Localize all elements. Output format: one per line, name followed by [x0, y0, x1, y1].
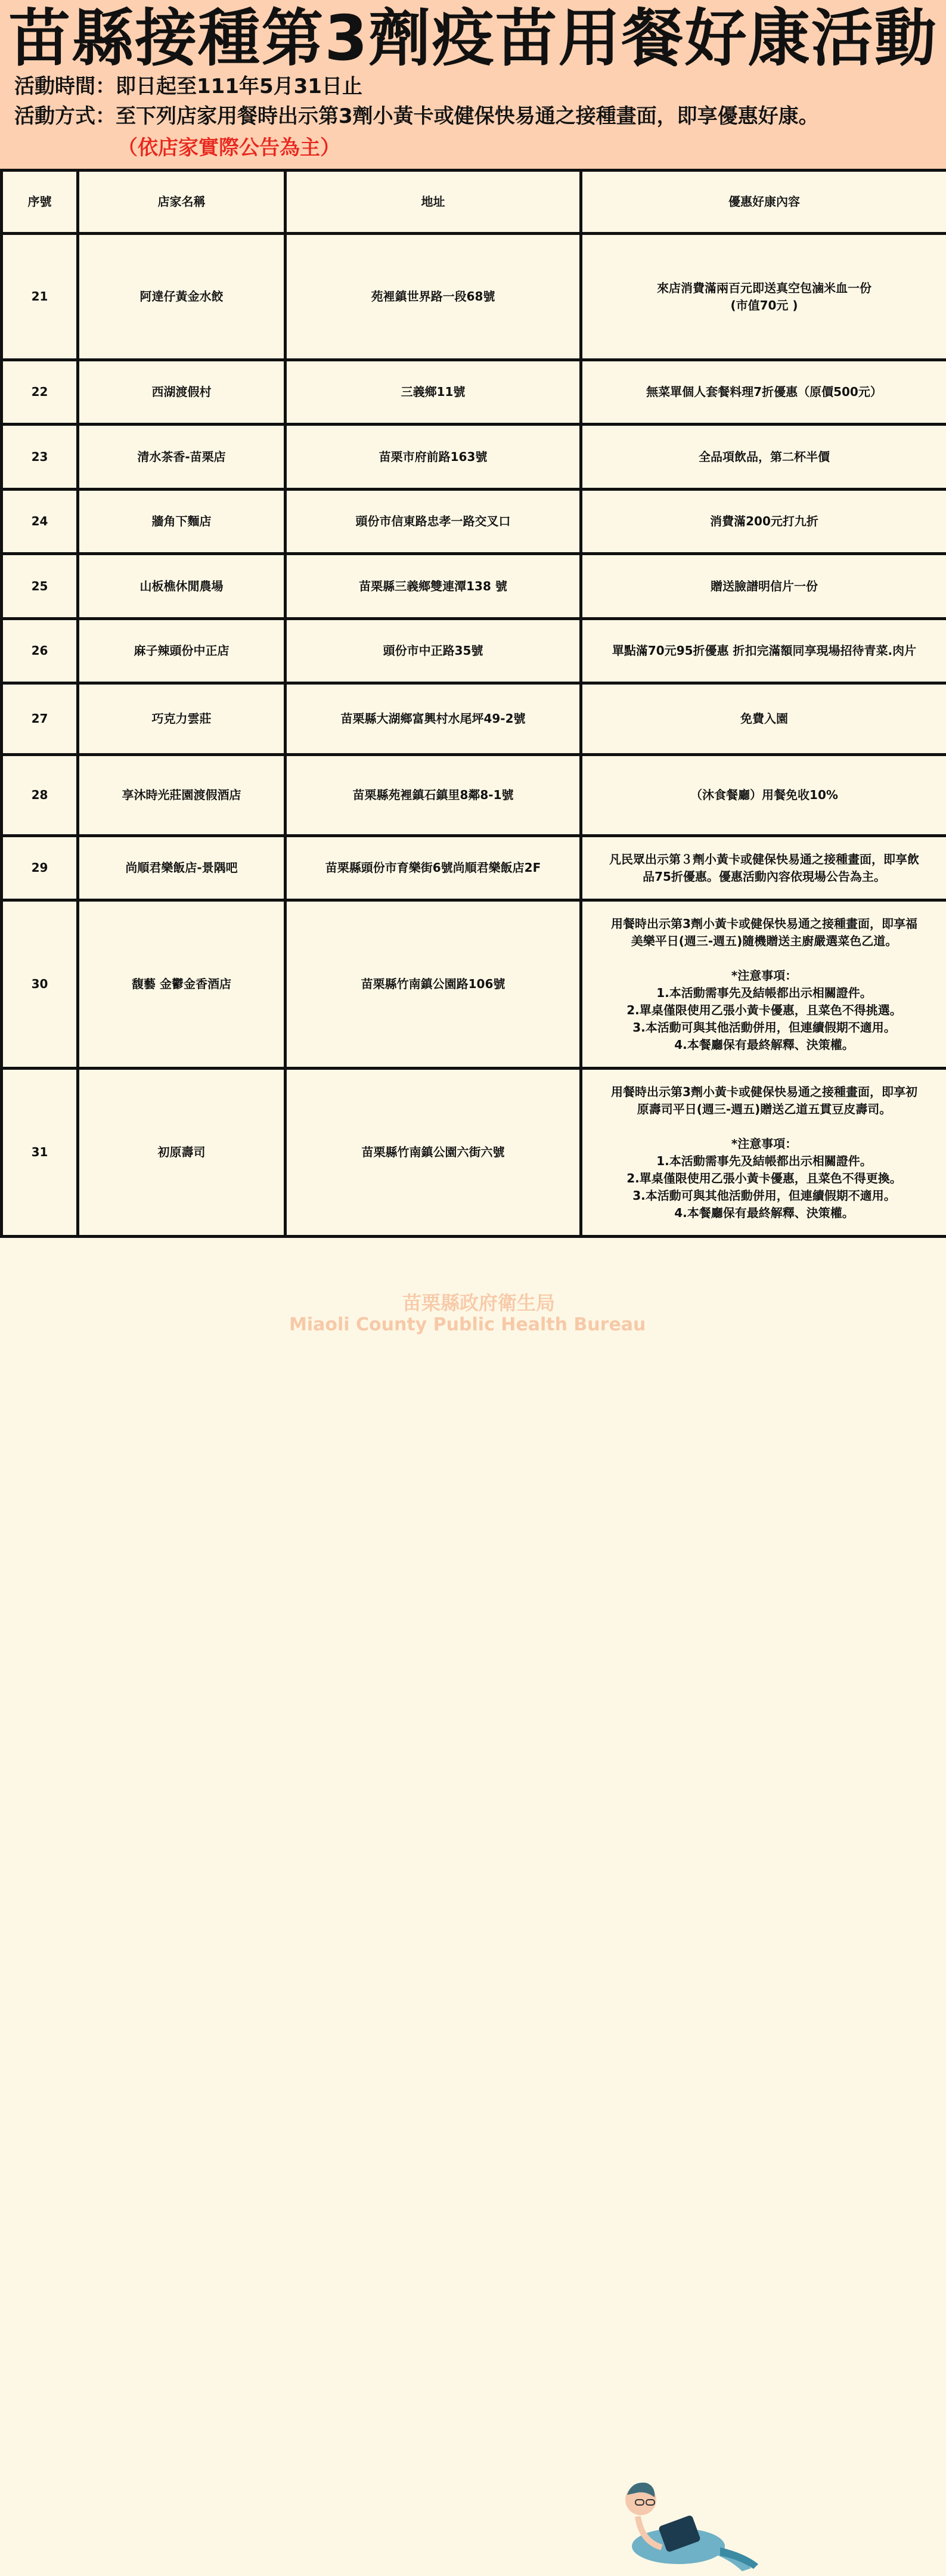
cell-number: 21: [2, 234, 78, 360]
cell-store-name: 馥藝 金鬱金香酒店: [78, 900, 286, 1069]
table-row: [2, 755, 946, 836]
cell-offer: [581, 900, 946, 1069]
table-row: [2, 619, 946, 683]
cell-store-name: 山板樵休閒農場: [78, 554, 286, 619]
organization-name-en: Miaoli County Public Health Bureau: [289, 1314, 646, 1335]
table-header-row: [2, 171, 946, 234]
offer-line: 美樂平日(週三-週五)隨機贈送主廚嚴選菜色乙道。: [591, 933, 938, 950]
cell-address: 頭份市信東路忠孝一路交叉口: [286, 490, 581, 554]
offer-line: 無菜單個人套餐料理7折優惠（原價500元）: [591, 383, 938, 401]
offer-line: 來店消費滿兩百元即送真空包滷米血一份: [591, 280, 938, 297]
cell-number: 24: [2, 490, 78, 554]
cell-address: 苗栗縣竹南鎮公園六街六號: [286, 1069, 581, 1237]
offer-line: 凡民眾出示第３劑小黃卡或健保快易通之接種畫面，即享飲: [591, 851, 938, 868]
cell-number: 29: [2, 836, 78, 900]
column-header-number: 序號: [2, 171, 78, 234]
cell-store-name: 享沐時光莊園渡假酒店: [78, 755, 286, 836]
person-lying-reading-icon: [620, 2476, 763, 2576]
offer-line: 免費入園: [591, 710, 938, 727]
table-row: [2, 683, 946, 755]
offer-line: 品75折優惠。優惠活動內容依現場公告為主。: [591, 868, 938, 886]
table-row: [2, 554, 946, 619]
cell-offer: [581, 360, 946, 425]
cell-address: 苑裡鎮世界路一段68號: [286, 234, 581, 360]
offer-line: 3.本活動可與其他活動併用，但連續假期不適用。: [591, 1019, 938, 1036]
cell-offer: [581, 234, 946, 360]
campaign-period: 活動時間：即日起至111年5月31日止: [14, 73, 362, 100]
cell-number: 31: [2, 1069, 78, 1237]
cell-number: 30: [2, 900, 78, 1069]
cell-store-name: 初原壽司: [78, 1069, 286, 1237]
cell-number: 27: [2, 683, 78, 755]
offer-line: 2.單桌僅限使用乙張小黃卡優惠，且菜色不得更換。: [591, 1170, 938, 1187]
column-header-offer: 優惠好康內容: [581, 171, 946, 234]
cell-address: 頭份市中正路35號: [286, 619, 581, 683]
cell-store-name: 尚順君樂飯店-景隅吧: [78, 836, 286, 900]
table-row: [2, 425, 946, 490]
campaign-method: 活動方式：至下列店家用餐時出示第3劑小黃卡或健保快易通之接種畫面，即享優惠好康。: [14, 103, 819, 129]
page-title: 苗縣接種第3劑疫苗用餐好康活動: [0, 2, 946, 74]
offer-line: [591, 1118, 938, 1135]
offer-line: 4.本餐廳保有最終解釋、決策權。: [591, 1036, 938, 1054]
offer-line: 原壽司平日(週三-週五)贈送乙道五貫豆皮壽司。: [591, 1101, 938, 1118]
column-header-store: 店家名稱: [78, 171, 286, 234]
cell-store-name: 西湖渡假村: [78, 360, 286, 425]
offer-line: 單點滿70元95折優惠 折扣完滿額同享現場招待青菜.肉片: [591, 642, 938, 660]
cell-offer: [581, 1069, 946, 1237]
offer-line: 2.單桌僅限使用乙張小黃卡優惠，且菜色不得挑選。: [591, 1002, 938, 1019]
cell-address: 三義鄉11號: [286, 360, 581, 425]
table-row: [2, 234, 946, 360]
offer-line: (市值70元 ): [591, 297, 938, 314]
cell-offer: [581, 490, 946, 554]
cell-offer: [581, 683, 946, 755]
cell-store-name: 阿達仔黃金水餃: [78, 234, 286, 360]
table-row: [2, 836, 946, 900]
offer-line: 消費滿200元打九折: [591, 513, 938, 530]
cell-store-name: 巧克力雲莊: [78, 683, 286, 755]
cell-address: 苗栗縣頭份市育樂街6號尚順君樂飯店2F: [286, 836, 581, 900]
cell-number: 25: [2, 554, 78, 619]
offer-line: *注意事項：: [591, 1135, 938, 1153]
campaign-notice: （依店家實際公告為主）: [117, 135, 340, 161]
offer-line: 用餐時出示第3劑小黃卡或健保快易通之接種畫面，即享福: [591, 915, 938, 933]
offer-line: 1.本活動需事先及結帳都出示相關證件。: [591, 984, 938, 1002]
offer-line: [591, 950, 938, 967]
table-row: [2, 490, 946, 554]
cell-store-name: 牆角下麵店: [78, 490, 286, 554]
cell-address: 苗栗縣竹南鎮公園路106號: [286, 900, 581, 1069]
offer-line: 用餐時出示第3劑小黃卡或健保快易通之接種畫面，即享初: [591, 1083, 938, 1101]
offer-line: *注意事項：: [591, 967, 938, 984]
table-row: [2, 360, 946, 425]
table-row: [2, 900, 946, 1069]
cell-address: 苗栗市府前路163號: [286, 425, 581, 490]
cell-offer: [581, 619, 946, 683]
cell-offer: [581, 554, 946, 619]
cell-number: 28: [2, 755, 78, 836]
header-banner: [0, 0, 946, 169]
cell-offer: [581, 755, 946, 836]
offer-line: 4.本餐廳保有最終解釋、決策權。: [591, 1205, 938, 1222]
cell-offer: [581, 836, 946, 900]
cell-address: 苗栗縣苑裡鎮石鎮里8鄰8-1號: [286, 755, 581, 836]
cell-address: 苗栗縣大湖鄉富興村水尾坪49-2號: [286, 683, 581, 755]
offer-line: 贈送臉譜明信片一份: [591, 578, 938, 595]
offer-line: 全品項飲品，第二杯半價: [591, 448, 938, 466]
cell-number: 26: [2, 619, 78, 683]
cell-number: 23: [2, 425, 78, 490]
cell-store-name: 清水茶香-苗栗店: [78, 425, 286, 490]
cell-offer: [581, 425, 946, 490]
cell-number: 22: [2, 360, 78, 425]
cell-store-name: 麻子辣頭份中正店: [78, 619, 286, 683]
store-table: [0, 169, 946, 1238]
organization-name-cn: 苗栗縣政府衛生局: [402, 1288, 555, 1315]
offer-line: 1.本活動需事先及結帳都出示相關證件。: [591, 1153, 938, 1170]
offer-line: （沐食餐廳）用餐免收10%: [591, 787, 938, 804]
offer-line: 3.本活動可與其他活動併用，但連續假期不適用。: [591, 1187, 938, 1205]
cell-address: 苗栗縣三義鄉雙連潭138 號: [286, 554, 581, 619]
table-row: [2, 1069, 946, 1237]
column-header-address: 地址: [286, 171, 581, 234]
